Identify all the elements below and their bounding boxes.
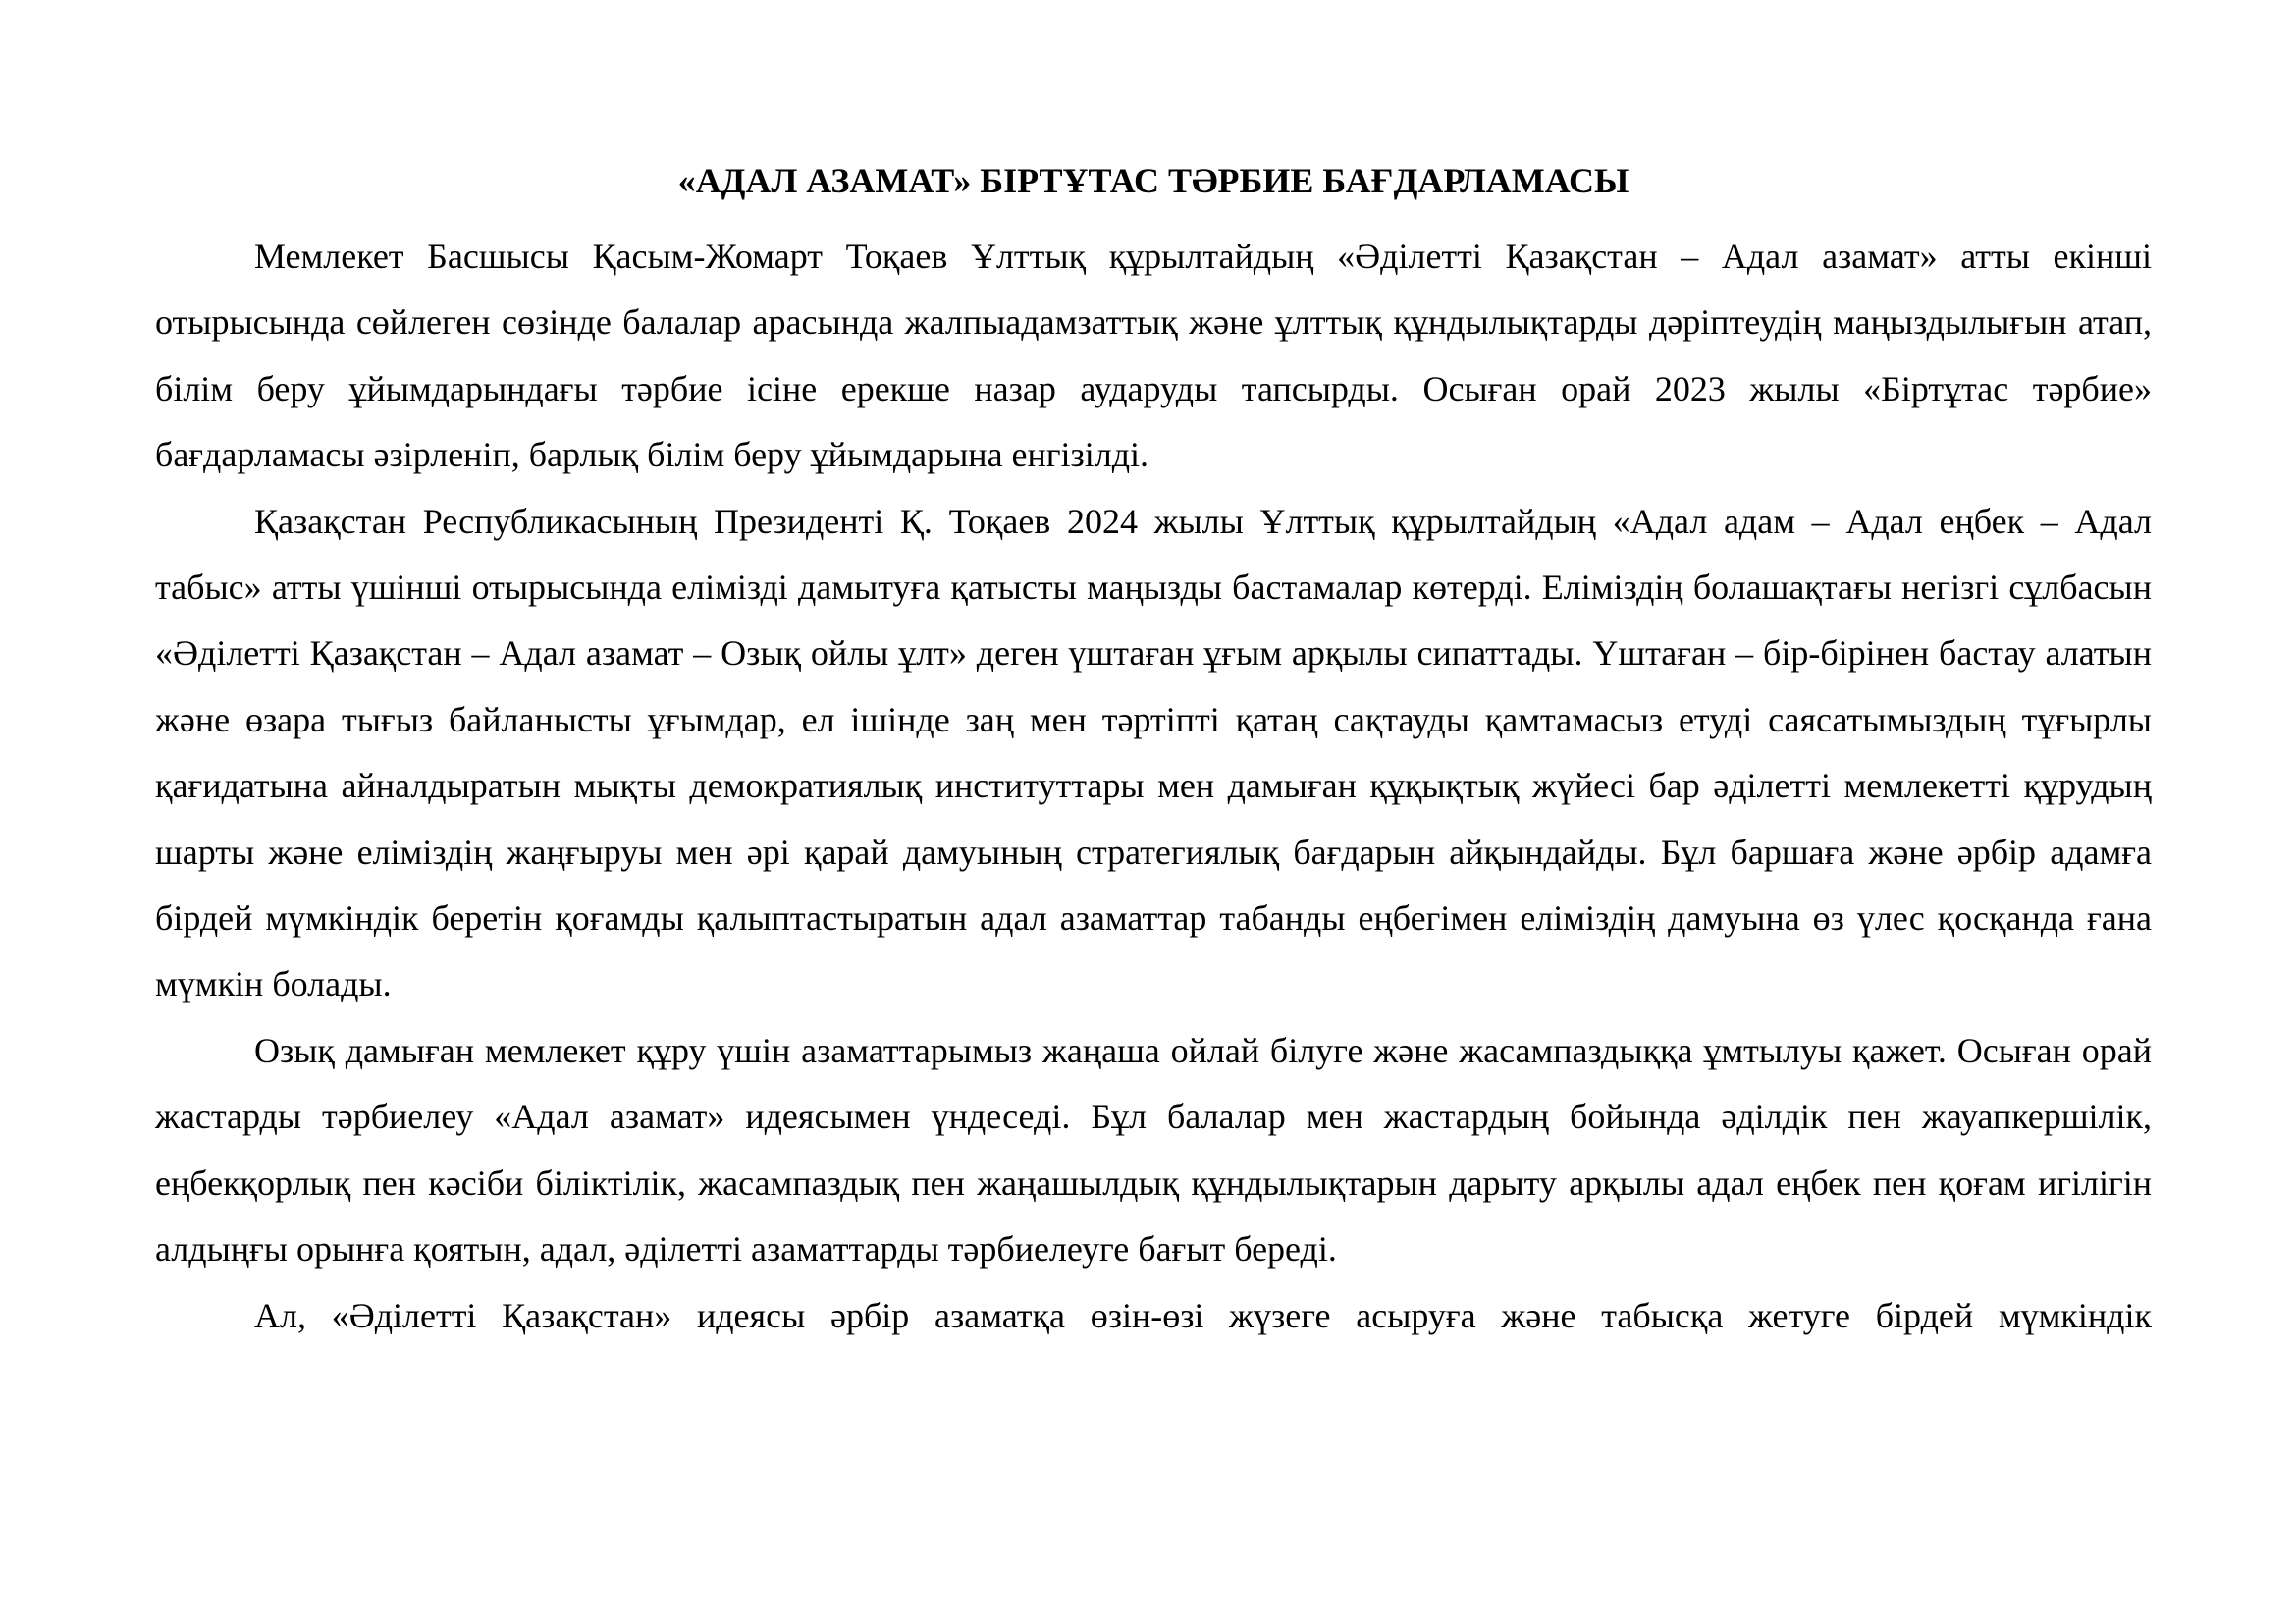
paragraph-2: Қазақстан Республикасының Президенті Қ. Тоқаев 2024 жылы Ұлттық құрылтайдың «Адал адам – Адал еңбек – Адал табыс» атты үшінші отырысында елімізді дамытуға қатысты маңызды бастамалар көтерді. Еліміздің болашақтағы негізгі сұлбасын «Әділетті Қазақстан – Адал азамат – Озық ойлы ұлт» деген үштаған ұғым арқылы сипаттады. Үштаған – бір-бірінен бастау алатын және өзара тығыз байланысты ұғымдар, ел ішінде заң мен тәртіпті қатаң сақтауды қамтамасыз етуді саясатымыздың тұғырлы қағидатына айналдыратын мықты демократиялық институттары мен дамыған құқықтық жүйесі бар әділетті мемлекетті құрудың шарты және еліміздің жаңғыруы мен әрі қарай дамуының стратегиялық бағдарын айқындайды. Бұл баршаға және әрбір адамға бірдей мүмкіндік беретін қоғамды қалыптастыратын адал азаматтар табанды еңбегімен еліміздің дамуына өз үлес қосқанда ғана мүмкін болады.: [155, 501, 2152, 1004]
paragraph-1: Мемлекет Басшысы Қасым-Жомарт Тоқаев Ұлттық құрылтайдың «Әділетті Қазақстан – Адал азамат» атты екінші отырысында сөйлеген сөзінде балалар арасында жалпыадамзаттық және ұлттық құндылықтарды дәріптеудің маңыздылығын атап, білім беру ұйымдарындағы тәрбие ісіне ерекше назар аударуды тапсырды. Осыған орай 2023 жылы «Біртұтас тәрбие» бағдарламасы әзірленіп, барлық білім беру ұйымдарына енгізілді.: [155, 237, 2152, 475]
paragraph-4: Ал, «Әділетті Қазақстан» идеясы әрбір азаматқа өзін-өзі жүзеге асыруға және табысқа жетуге бірдей мүмкіндік: [254, 1295, 2152, 1335]
paragraph-3: Озық дамыған мемлекет құру үшін азаматтарымыз жаңаша ойлай білуге және жасампаздыққа ұмтылуы қажет. Осыған орай жастарды тәрбиелеу «Адал азамат» идеясымен үндеседі. Бұл балалар мен жастардың бойында әділдік пен жауапкершілік, еңбекқорлық пен кәсіби біліктілік, жасампаздық пен жаңашылдық құндылықтарын дарыту арқылы адал еңбек пен қоғам игілігін алдыңғы орынға қоятын, адал, әділетті азаматтарды тәрбиелеуге бағыт береді.: [155, 1030, 2152, 1270]
document-title: «АДАЛ АЗАМАТ» БІРТҰТАС ТӘРБИЕ БАҒДАРЛАМАСЫ: [677, 161, 1629, 200]
document-page: [155, 157, 2152, 1349]
